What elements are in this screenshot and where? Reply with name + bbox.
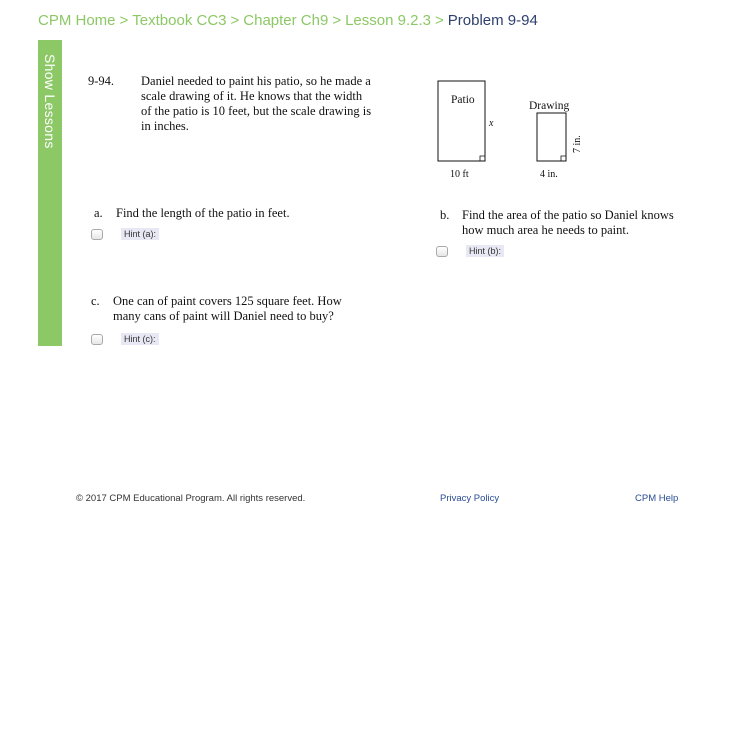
part-c-line: many cans of paint will Daniel need to buy?	[113, 309, 334, 323]
show-lessons-tab[interactable]	[38, 40, 62, 346]
breadcrumb-current-problem: Problem 9-94	[447, 12, 538, 29]
part-b-line: how much area he needs to paint.	[462, 223, 629, 237]
part-a-question	[116, 206, 290, 221]
part-b-line: Find the area of the patio so Daniel knows	[462, 208, 674, 222]
hint-b-checkbox[interactable]	[436, 246, 448, 257]
scale-drawing-figure	[430, 76, 610, 186]
hint-a-checkbox[interactable]	[91, 229, 103, 240]
breadcrumb-separator: >	[230, 12, 240, 29]
breadcrumb-cpm-home[interactable]: CPM Home	[38, 12, 116, 29]
breadcrumb-lesson[interactable]: Lesson 9.2.3	[345, 12, 431, 29]
hint-c-row	[91, 333, 159, 345]
hint-a-row	[91, 228, 159, 240]
patio-length-x-label: x	[489, 118, 494, 129]
patio-width-label: 10 ft	[450, 169, 469, 180]
patio-rectangle	[438, 81, 485, 161]
drawing-width-label: 4 in.	[540, 169, 558, 180]
drawing-right-angle-mark	[561, 156, 566, 161]
hint-b-button[interactable]: Hint (b):	[466, 245, 504, 257]
cpm-help-link[interactable]: CPM Help	[635, 493, 679, 504]
breadcrumb-chapter[interactable]: Chapter Ch9	[243, 12, 329, 29]
part-c-label: c.	[91, 294, 100, 308]
patio-label: Patio	[451, 94, 475, 106]
breadcrumb-textbook[interactable]: Textbook CC3	[132, 12, 227, 29]
problem-line: in inches.	[141, 119, 189, 133]
footer-copyright: © 2017 CPM Educational Program. All rights reserved.	[76, 493, 306, 504]
part-a-label: a.	[94, 206, 103, 220]
breadcrumb	[38, 12, 538, 29]
privacy-policy-link[interactable]: Privacy Policy	[440, 493, 500, 504]
drawing-height-label: 7 in.	[572, 135, 583, 153]
problem-line: of the patio is 10 feet, but the scale drawing is	[141, 104, 372, 118]
part-c-question	[113, 294, 373, 324]
drawing-label: Drawing	[529, 100, 570, 112]
drawing-rectangle	[537, 113, 566, 161]
show-lessons-label: Show Lessons	[42, 54, 58, 149]
part-a-line: Find the length of the patio in feet.	[116, 206, 290, 220]
hint-c-checkbox[interactable]	[91, 334, 103, 345]
patio-right-angle-mark	[480, 156, 485, 161]
breadcrumb-separator: >	[332, 12, 342, 29]
part-c-line: One can of paint covers 125 square feet. How	[113, 294, 342, 308]
hint-a-button[interactable]: Hint (a):	[121, 228, 159, 240]
hint-b-row	[436, 245, 504, 257]
breadcrumb-separator: >	[119, 12, 129, 29]
breadcrumb-separator: >	[435, 12, 444, 29]
part-b-label: b.	[440, 208, 450, 222]
problem-number: 9-94.	[88, 74, 115, 88]
problem-statement	[141, 74, 391, 134]
problem-line: Daniel needed to paint his patio, so he made a	[141, 74, 371, 88]
part-b-question	[462, 208, 702, 238]
hint-c-button[interactable]: Hint (c):	[121, 333, 159, 345]
problem-line: scale drawing of it. He knows that the width	[141, 89, 363, 103]
